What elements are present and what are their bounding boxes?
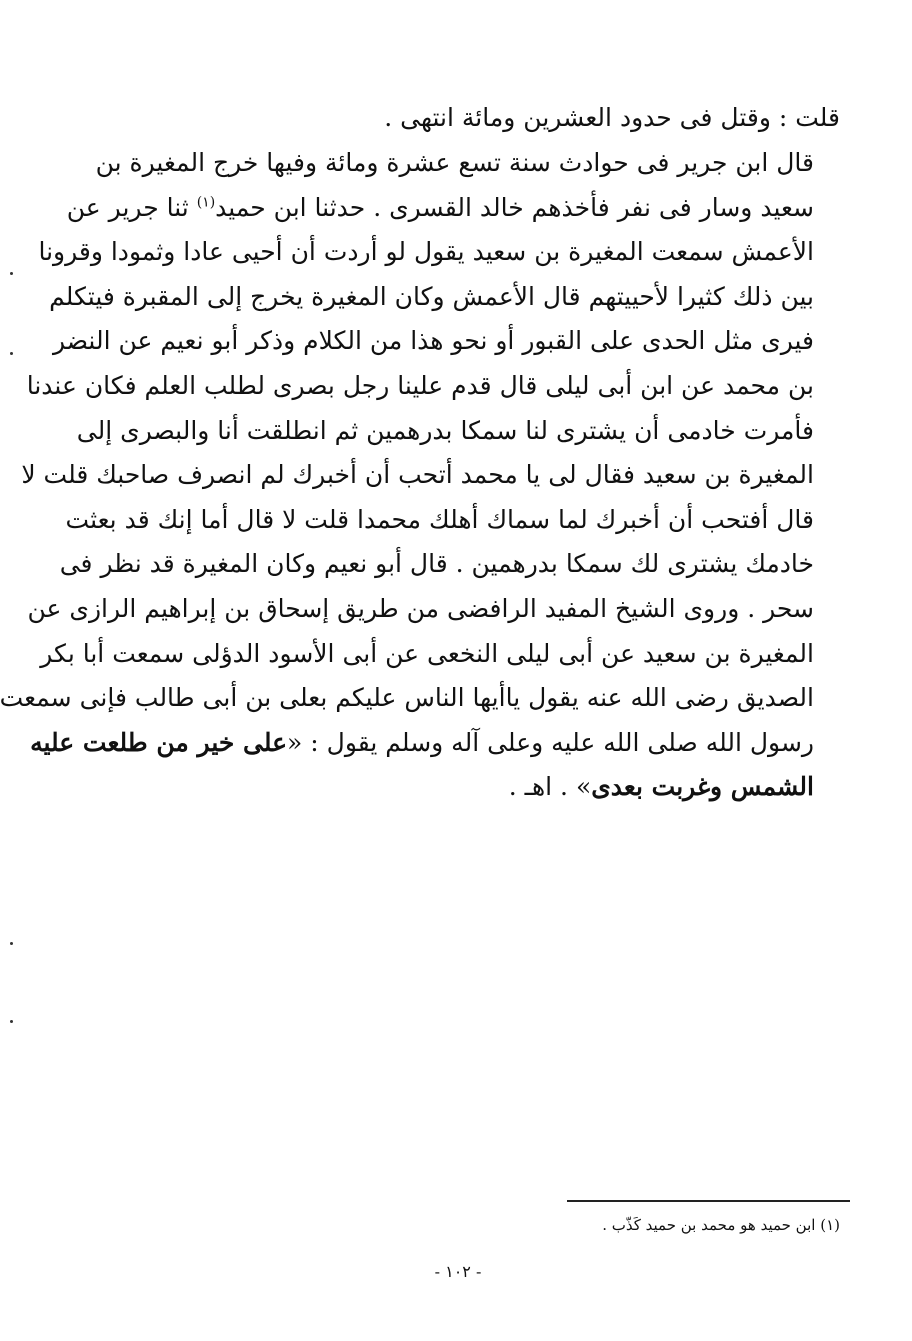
text-segment: رسول الله صلى الله عليه وعلى آله وسلم يقول : «: [287, 727, 814, 757]
hadith-quote: الشمس وغربت بعدى: [591, 772, 814, 802]
text-line: [66, 186, 840, 231]
footnote-divider: [567, 1200, 850, 1202]
scan-speck: [10, 942, 13, 945]
text-segment: ثنا جرير عن: [66, 192, 197, 222]
text-line: قلت : وقتل فى حدود العشرين ومائة انتهى .: [384, 103, 840, 132]
text-line: [106, 765, 840, 810]
text-line: قال ابن جرير فى حوادث سنة تسع عشرة ومائة وفيها خرج المغيرة بن: [95, 148, 814, 177]
scan-speck: [10, 1020, 13, 1023]
main-paragraph: [0, 141, 840, 810]
footnote: (١) ابن حميد هو محمد بن حميد كَذّب .: [602, 1216, 840, 1234]
text-line: سحر . وروى الشيخ المفيد الرافضى من طريق إسحاق بن إبراهيم الرازى عن: [27, 593, 814, 623]
scan-speck: [10, 352, 13, 355]
text-line: بن محمد عن ابن أبى ليلى قال قدم علينا رجل بصرى لطلب العلم فكان عندنا: [26, 370, 814, 400]
text-line: [30, 721, 840, 766]
text-line: الأعمش سمعت المغيرة بن سعيد يقول لو أردت أن أحيى عادا وثمودا وقرونا: [38, 237, 814, 267]
opening-line: [106, 96, 840, 141]
text-segment: » . اهـ .: [508, 772, 592, 802]
footnote-reference: (١): [196, 194, 216, 211]
text-line: المغيرة بن سعيد فقال لى يا محمد أتحب أن أخبرك لم انصرف صاحبك قلت لا: [21, 460, 814, 490]
text-line: فأمرت خادمى أن يشترى لنا سمكا بدرهمين ثم انطلقت أنا والبصرى إلى: [76, 415, 814, 445]
text-line: بين ذلك كثيرا لأحييتهم قال الأعمش وكان المغيرة يخرج إلى المقبرة فيتكلم: [49, 281, 814, 311]
text-segment: سعيد وسار فى نفر فأخذهم خالد القسرى . حدثنا ابن حميد: [215, 192, 814, 222]
hadith-quote: على خير من طلعت عليه: [30, 727, 288, 757]
text-line: خادمك يشترى لك سمكا بدرهمين . قال أبو نعيم وكان المغيرة قد نظر فى: [59, 549, 814, 579]
text-line: الصديق رضى الله عنه يقول ياأيها الناس عليكم بعلى بن أبى طالب فإنى سمعت: [0, 683, 814, 713]
scan-speck: [10, 272, 13, 275]
text-line: قال أفتحب أن أخبرك لما سماك أهلك محمدا قلت لا قال أما إنك قد بعثت: [65, 504, 814, 534]
text-line: فيرى مثل الحدى على القبور أو نحو هذا من الكلام وذكر أبو نعيم عن النضر: [52, 326, 814, 356]
page-number: - ١٠٢ -: [434, 1262, 482, 1281]
text-line: المغيرة بن سعيد عن أبى ليلى النخعى عن أبى الأسود الدؤلى سمعت أبا بكر: [40, 638, 814, 668]
